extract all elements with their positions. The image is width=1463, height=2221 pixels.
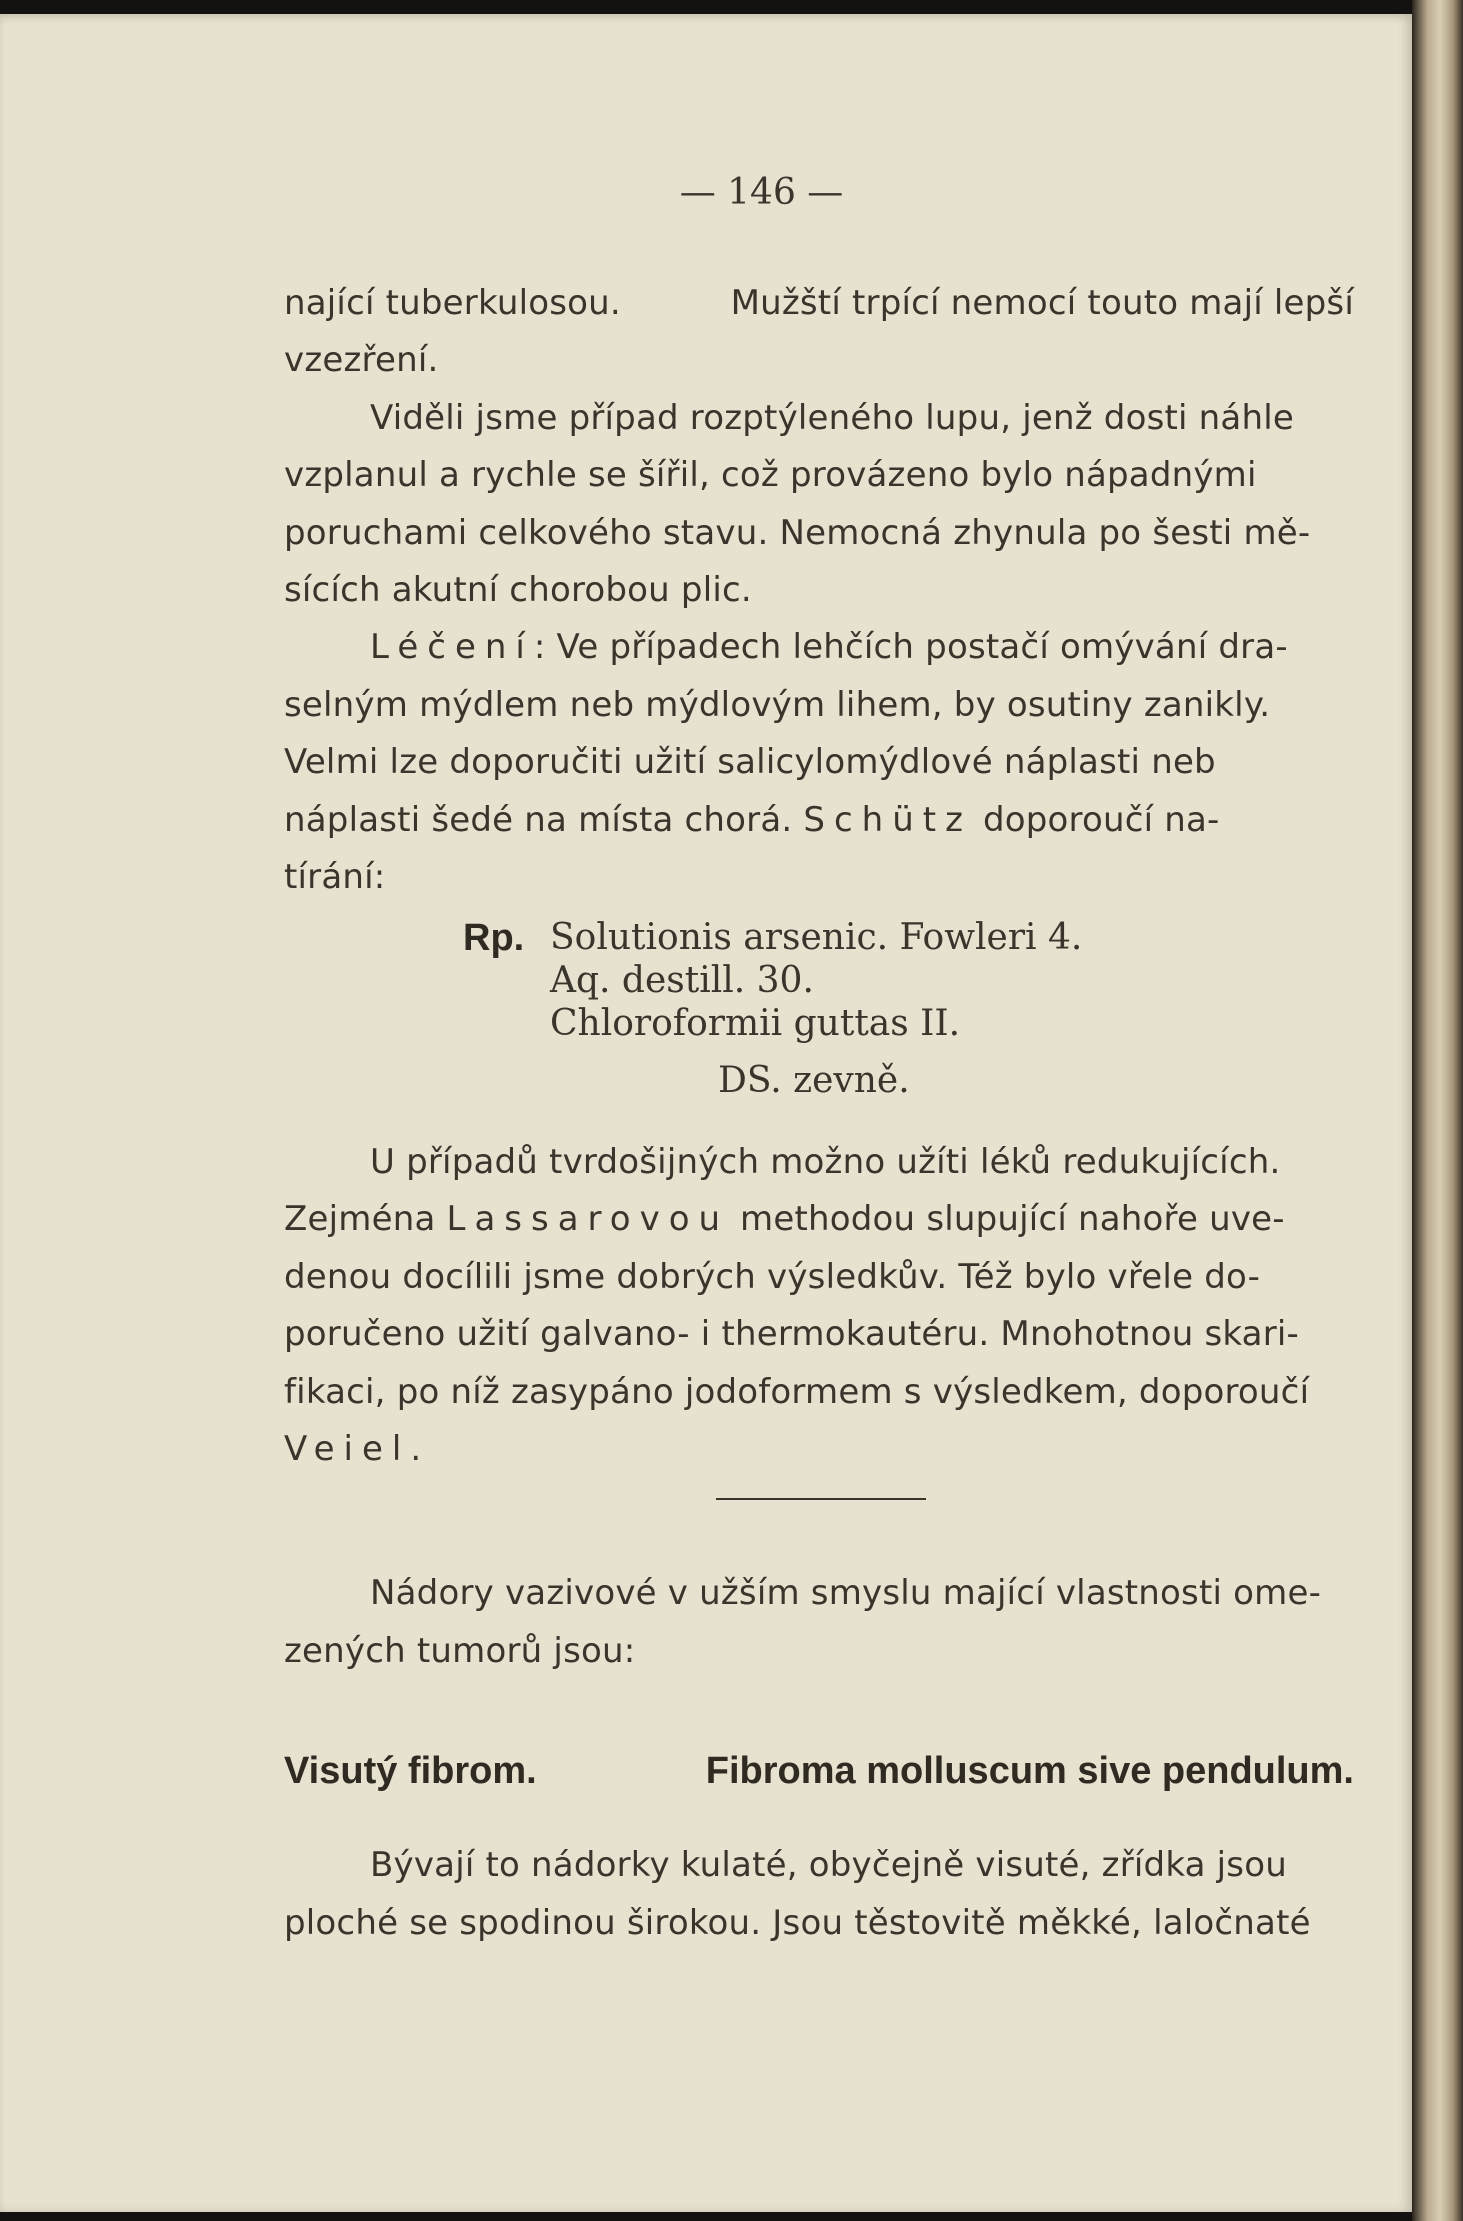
text-line: Bývají to nádorky kulaté, obyčejně visuté, zřídka jsou — [370, 1845, 1287, 1885]
text-line: náplasti šedé na místa chorá. Schütz doporoučí na- — [284, 800, 1220, 840]
section-heading: Visutý fibrom. Fibroma molluscum sive pendulum. — [284, 1750, 1354, 1792]
text-line: vzplanul a rychle se šířil, což provázeno bylo nápadnými — [284, 455, 1257, 495]
text-line: Léčení: Ve případech lehčích postačí omývání dra- — [370, 627, 1288, 667]
text-line: Zejména Lassarovou methodou slupující nahoře uve- — [284, 1199, 1285, 1239]
spaced-term: Veiel — [284, 1429, 411, 1469]
prescription-label: Rp. — [463, 917, 525, 959]
prescription-line: Solutionis arsenic. Fowleri 4. — [550, 917, 1083, 958]
text-line: Nádory vazivové v užším smyslu mající vlastnosti ome- — [370, 1573, 1322, 1613]
prescription-line: Chloroformii guttas II. — [550, 1003, 961, 1044]
book-edge — [1412, 0, 1463, 2221]
text-line: selným mýdlem neb mýdlovým lihem, by osutiny zanikly. — [284, 685, 1271, 725]
text-line: ploché se spodinou širokou. Jsou těstovitě měkké, laločnaté — [284, 1903, 1311, 1943]
text-line: U případů tvrdošijných možno užíti léků redukujících. — [370, 1142, 1281, 1182]
text-line: vzezření. — [284, 340, 439, 380]
prescription-line: Aq. destill. 30. — [550, 960, 814, 1001]
text-line: tírání: — [284, 857, 386, 897]
text-line: Viděli jsme případ rozptýleného lupu, jenž dosti náhle — [370, 398, 1294, 438]
page-number: — 146 — — [679, 172, 844, 213]
text-line: denou docílili jsme dobrých výsledkův. Též bylo vřele do- — [284, 1257, 1261, 1297]
text-line: Veiel. — [284, 1429, 422, 1469]
spaced-term: Léčení — [370, 627, 534, 667]
text-line: nající tuberkulosou. Mužští trpící nemocí touto mají lepší — [284, 283, 1354, 323]
text-line: zených tumorů jsou: — [284, 1631, 636, 1671]
text-line: poruchami celkového stavu. Nemocná zhynula po šesti mě- — [284, 513, 1311, 553]
prescription-line: DS. zevně. — [718, 1060, 910, 1101]
spaced-term: Lassarovou — [446, 1199, 730, 1239]
text-line: poručeno užití galvano- i thermokautéru. Mnohotnou skari- — [284, 1314, 1300, 1354]
spaced-term: Schütz — [803, 800, 972, 840]
text-line: Velmi lze doporučiti užití salicylomýdlové náplasti neb — [284, 742, 1216, 782]
section-divider — [716, 1498, 926, 1500]
text-line: fikaci, po níž zasypáno jodoformem s výsledkem, doporoučí — [284, 1372, 1310, 1412]
text-line: sících akutní chorobou plic. — [284, 570, 752, 610]
